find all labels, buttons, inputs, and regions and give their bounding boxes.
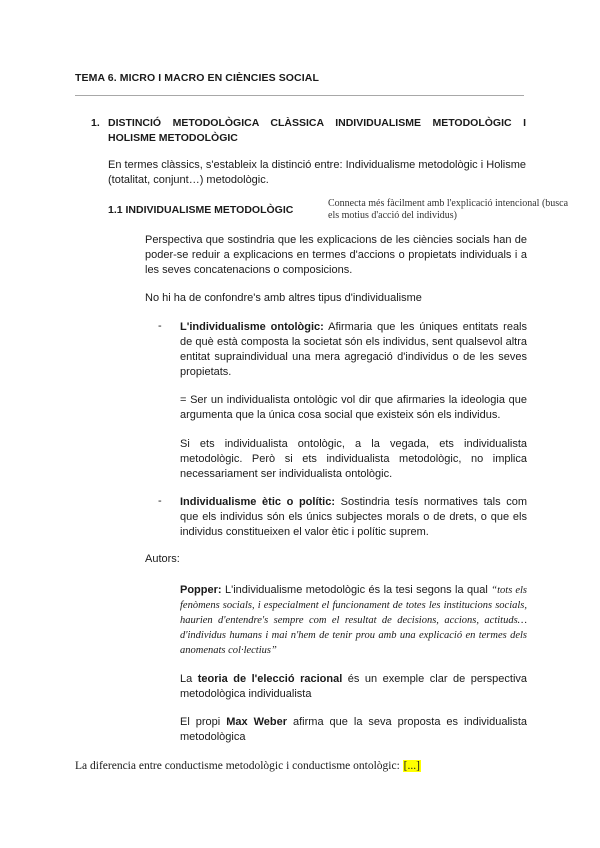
section-title: DISTINCIÓ METODOLÒGICA CLÀSSICA INDIVIDUALISME METODOLÒGIC I HOLISME METODOLÒGIC [108,117,526,144]
popper-quote: “tots els fenòmens socials, i especialment el funcionament de totes les institucions socials, haurien d'entendre's sempre com el resultat de decisions, accions, actituds… d'individus humans i mai n'hem de tenir prou amb una explicació en termes dels anomenats col·lectius” [180,585,527,656]
list-item-ethical [180,495,527,540]
ontological-explanation: = Ser un individualista ontològic vol dir que afirmaries la ideologia que argumenta que la única cosa social que existeix són els individus. [180,394,527,421]
subsection-heading: 1.1 INDIVIDUALISME METODOLÒGIC [108,204,294,216]
teoria-prefix: La [180,673,198,685]
popper-paragraph [180,583,527,658]
section-number: 1. [91,117,100,129]
intro-paragraph: En termes clàssics, s'estableix la distinció entre: Individualisme metodològic i Holisme (totalitat, conjunt…) metodològic. [108,159,526,186]
footer-line [75,760,421,772]
authors-label: Autors: [145,553,180,565]
popper-text: L'individualisme metodològic és la tesi segons la qual [221,584,492,596]
teoria-suffix: és un exemple clar de perspectiva metodològica individualista [180,673,528,700]
section-1-heading [91,116,526,146]
distinction-paragraph: No hi ha de confondre's amb altres tipus d'individualisme [145,292,422,304]
weber-suffix: afirma que la seva proposta es individualista metodològica [180,716,528,743]
weber-prefix: El propi [180,716,227,728]
term-ethical: Individualisme ètic o polític: [180,496,336,508]
weber-paragraph [180,715,527,745]
text-ethical: Sostindria tesís normatives tals com que els individus són els únics subjectes morals o de drets, o que els individus constitueixen el valor ètic i polític suprem. [180,496,527,538]
text-ontological: Afirmaria que les úniques entitats reals de què està composta la societat són els individus, sent qualsevol altra entitat supraindividual una mera agregació d'individus o de les seves propietats. [180,321,528,378]
footer-text: La diferencia entre conductisme metodològic i conductisme ontològic: [75,760,403,772]
bullet-marker: - [158,495,162,507]
document-title: TEMA 6. MICRO I MACRO EN CIÈNCIES SOCIAL [75,72,319,84]
author-popper: Popper: [180,584,222,596]
list-item-ontological [180,320,527,380]
author-weber: Max Weber [226,716,288,728]
margin-note: Connecta més fàcilment amb l'explicació intencional (busca els motius d'acció del individus) [328,198,569,221]
ontological-implication: Si ets individualista ontològic, a la vegada, ets individualista metodològic. Però si ets individualista metodològic, no implica necessariament ser individualista ontològic. [180,438,527,480]
title-divider [75,95,524,96]
rational-choice-paragraph [180,672,527,702]
term-rational-choice: teoria de l'elecció racional [197,673,343,685]
truncated-content-marker[interactable]: [...] [403,760,420,772]
term-ontological: L'individualisme ontològic: [180,321,324,333]
definition-paragraph: Perspectiva que sostindria que les explicacions de les ciències socials han de poder-se reduir a explicacions en termes d'accions o propietats individuals i a les seves concatenacions o composicions. [145,234,527,276]
bullet-marker: - [158,320,162,332]
